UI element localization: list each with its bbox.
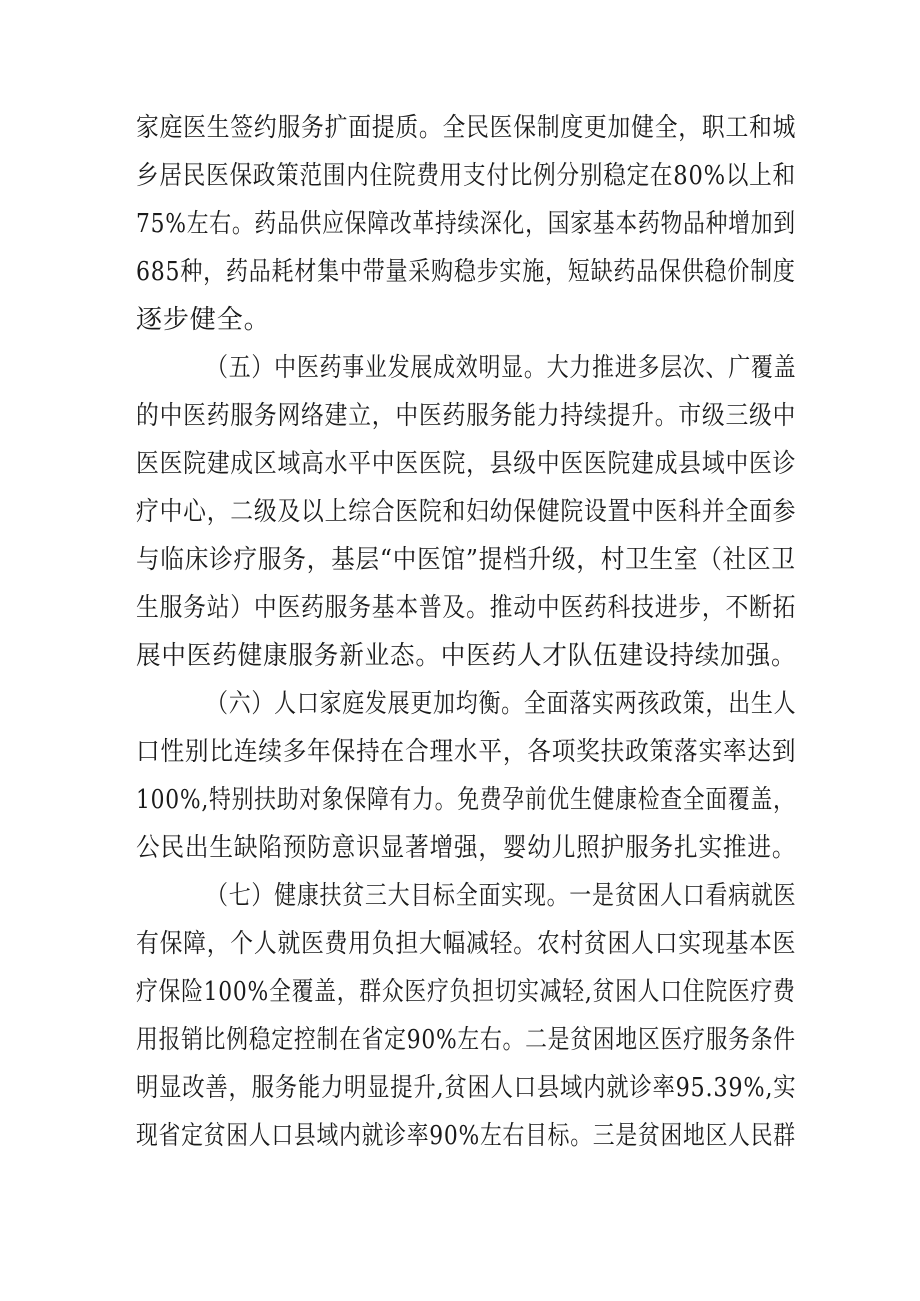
paragraph-first-line: （六）人口家庭发展更加均衡。全面落实两孩政策，出生人 xyxy=(206,689,797,719)
paragraph-first-line: （七）健康扶贫三大目标全面实现。一是贫困人口看病就医 xyxy=(206,881,797,911)
text-line: 逐步健全。 xyxy=(136,305,271,335)
text-line: 公民出生缺陷预防意识显著增强，婴幼儿照护服务扎实推进。 xyxy=(136,833,797,863)
text-line: 生服务站）中医药服务基本普及。推动中医药科技进步，不断拓 xyxy=(136,593,797,623)
text-line: 有保障，个人就医费用负担大幅减轻。农村贫困人口实现基本医 xyxy=(136,929,797,959)
text-line: 医医院建成区域高水平中医医院，县级中医医院建成县域中医诊 xyxy=(136,449,797,479)
text-line: 的中医药服务网络建立，中医药服务能力持续提升。市级三级中 xyxy=(136,401,797,431)
text-line: 100%,特别扶助对象保障有力。免费孕前优生健康检查全面覆盖， xyxy=(136,785,796,815)
text-line: 明显改善，服务能力明显提升,贫困人口县域内就诊率95.39%,实 xyxy=(136,1073,797,1103)
text-line: 疗中心，二级及以上综合医院和妇幼保健院设置中医科并全面参 xyxy=(136,497,797,527)
paragraph-first-line: （五）中医药事业发展成效明显。大力推进多层次、广覆盖 xyxy=(206,353,797,383)
text-line: 用报销比例稳定控制在省定90%左右。二是贫困地区医疗服务条件 xyxy=(136,1025,796,1055)
text-line: 家庭医生签约服务扩面提质。全民医保制度更加健全，职工和城 xyxy=(136,113,797,143)
text-line: 口性别比连续多年保持在合理水平，各项奖扶政策落实率达到 xyxy=(136,737,797,767)
text-line: 现省定贫困人口县域内就诊率90%左右目标。三是贫困地区人民群 xyxy=(136,1121,796,1151)
text-line: 685种，药品耗材集中带量采购稳步实施，短缺药品保供稳价制度 xyxy=(136,257,796,287)
text-line: 与临床诊疗服务，基层“中医馆”提档升级，村卫生室（社区卫 xyxy=(136,545,796,575)
text-line: 75%左右。药品供应保障改革持续深化，国家基本药物品种增加到 xyxy=(136,209,796,239)
text-line: 乡居民医保政策范围内住院费用支付比例分别稳定在80%以上和 xyxy=(136,161,796,191)
text-line: 疗保险100%全覆盖，群众医疗负担切实减轻,贫困人口住院医疗费 xyxy=(136,977,796,1007)
text-line: 展中医药健康服务新业态。中医药人才队伍建设持续加强。 xyxy=(136,641,797,671)
